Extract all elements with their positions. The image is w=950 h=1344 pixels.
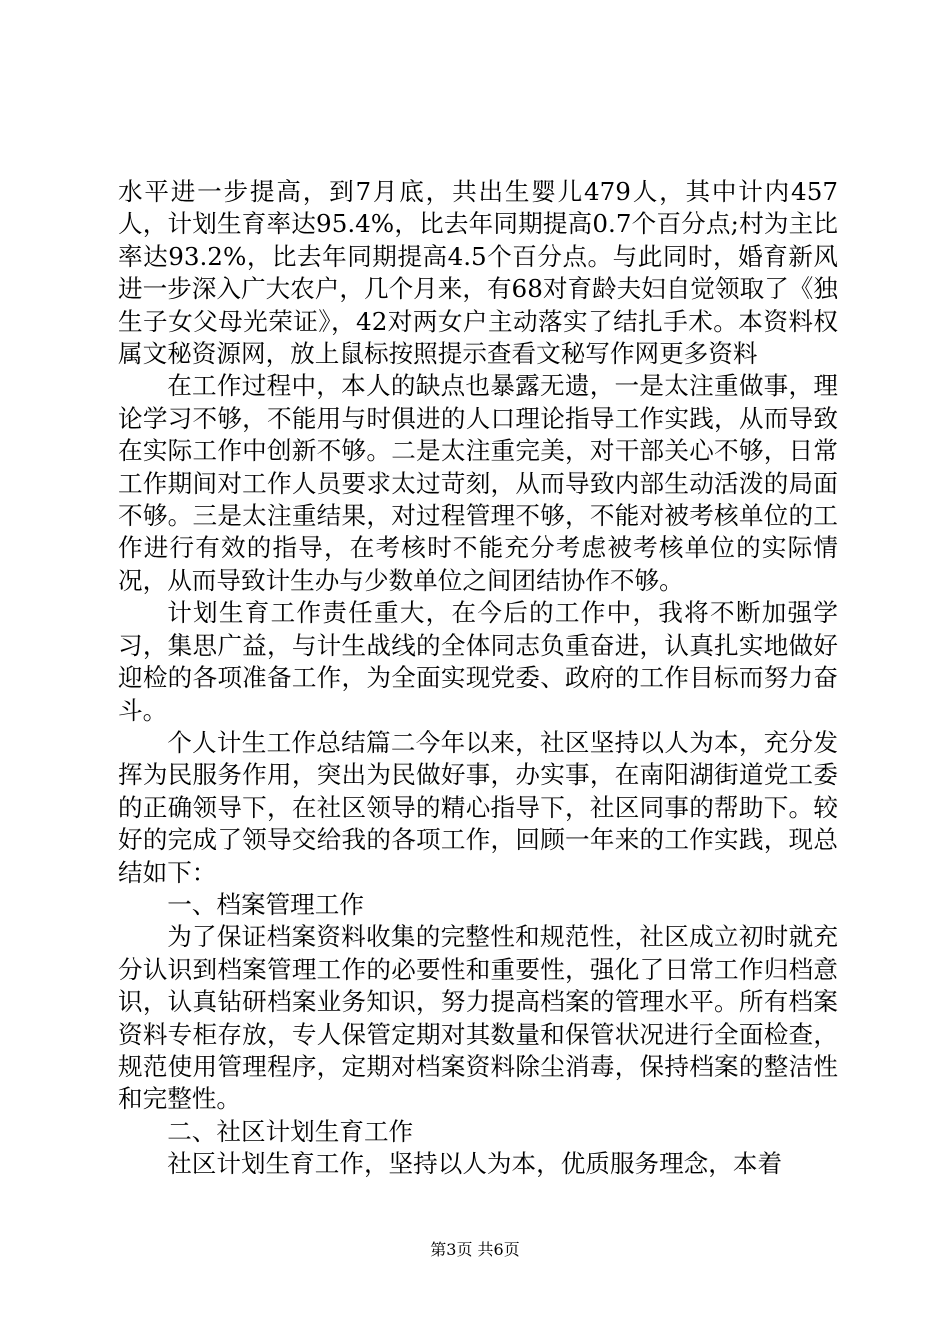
paragraph-statistics-continuation: 水平进一步提高，到7月底，共出生婴儿479人，其中计内457人，计划生育率达95.4%，比去年同期提高0.7个百分点;村为主比率达93.2%，比去年同期提高4.5个百分点。与此同时，婚育新风进一步深入广大农户，几个月来，有68对育龄夫妇自觉领取了《独生子女父母光荣证》，42对两女户主动落实了结扎手术。本资料权属文秘资源网，放上鼠标按照提示查看文秘写作网更多资料: [118, 177, 838, 369]
paragraph-shortcomings: 在工作过程中，本人的缺点也暴露无遗，一是太注重做事，理论学习不够，不能用与时俱进的人口理论指导工作实践，从而导致在实际工作中创新不够。二是太注重完美，对干部关心不够，日常工作期间对工作人员要求太过苛刻，从而导致内部生动活泼的局面不够。三是太注重结果，对过程管理不够，不能对被考核单位的工作进行有效的指导，在考核时不能充分考虑被考核单位的实际情况，从而导致计生办与少数单位之间团结协作不够。: [118, 371, 838, 595]
page-number-footer: 第3页 共6页: [430, 1240, 520, 1259]
paragraph-family-planning: 社区计划生育工作，坚持以人为本，优质服务理念，本着: [167, 1149, 783, 1179]
paragraph-archives-management: 为了保证档案资料收集的完整性和规范性，社区成立初时就充分认识到档案管理工作的必要性和重要性，强化了日常工作归档意识，认真钻研档案业务知识，努力提高档案的管理水平。所有档案资料专柜存放，专人保管定期对其数量和保管状况进行全面检查，规范使用管理程序，定期对档案资料除尘消毒，保持档案的整洁性和完整性。: [118, 922, 838, 1114]
section-heading-archives: 一、档案管理工作: [167, 889, 364, 919]
document-body: [118, 176, 838, 1181]
section-heading-family-planning: 二、社区计划生育工作: [167, 1116, 414, 1146]
paragraph-future-plan: 计划生育工作责任重大，在今后的工作中，我将不断加强学习，集思广益，与计生战线的全体同志负重奋进，认真扎实地做好迎检的各项准备工作，为全面实现党委、政府的工作目标而努力奋斗。: [118, 598, 838, 725]
paragraph-summary-two-intro: 个人计生工作总结篇二今年以来，社区坚持以人为本，充分发挥为民服务作用，突出为民做好事，办实事，在南阳湖街道党工委的正确领导下，在社区领导的精心指导下，社区同事的帮助下。较好的完成了领导交给我的各项工作，回顾一年来的工作实践，现总结如下：: [118, 727, 838, 887]
